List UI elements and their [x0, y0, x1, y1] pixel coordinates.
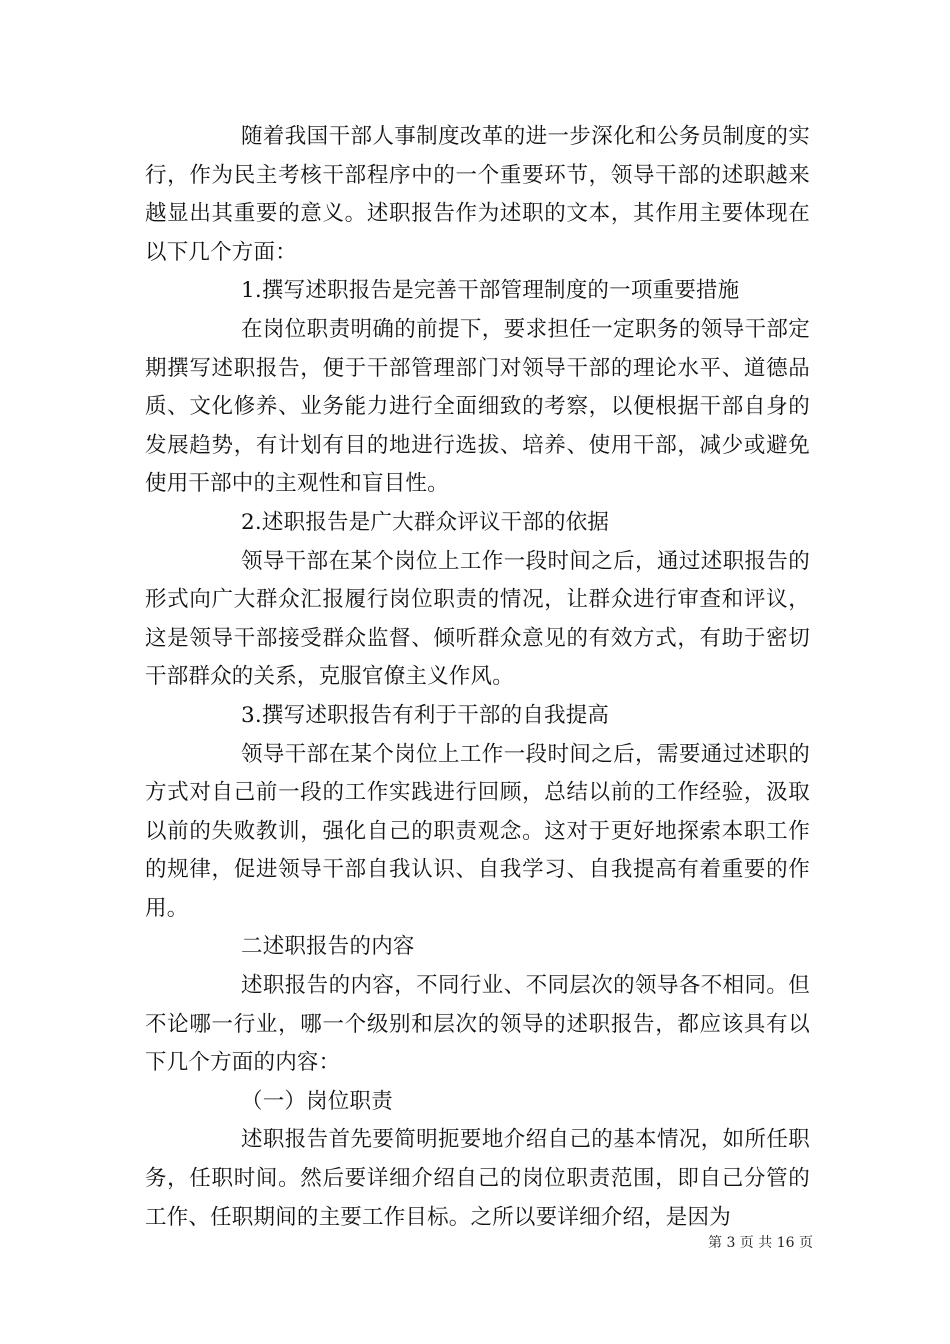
paragraph-job-duties: 述职报告首先要简明扼要地介绍自己的基本情况，如所任职务，任职时间。然后要详细介绍自己的岗位职责范围，即自己分管的工作、任职期间的主要工作目标。之所以要详细介绍，是因为 [145, 1127, 810, 1230]
document-body [145, 118, 810, 1237]
paragraph-point-2: 领导干部在某个岗位上工作一段时间之后，通过述职报告的形式向广大群众汇报履行岗位职责的情况，让群众进行审查和评议，这是领导干部接受群众监督、倾听群众意见的有效方式，有助于密切干部群众的关系，克服官僚主义作风。 [145, 548, 810, 690]
heading-point-1: 1.撰写述职报告是完善干部管理制度的一项重要措施 [241, 278, 740, 304]
paragraph-point-3: 领导干部在某个岗位上工作一段时间之后，需要通过述职的方式对自己前一段的工作实践进行回顾，总结以前的工作经验，汲取以前的失败教训，强化自己的职责观念。这对于更好地探索本职工作的规律，促进领导干部自我认识、自我学习、自我提高有着重要的作用。 [145, 741, 810, 921]
page-number: 第 3 页 共 16 页 [708, 1235, 813, 1251]
paragraph-point-1: 在岗位职责明确的前提下，要求担任一定职务的领导干部定期撰写述职报告，便于干部管理部门对领导干部的理论水平、道德品质、文化修养、业务能力进行全面细致的考察，以便根据干部自身的发展趋势，有计划有目的地进行选拔、培养、使用干部，减少或避免使用干部中的主观性和盲目性。 [145, 316, 810, 497]
paragraph-intro: 随着我国干部人事制度改革的进一步深化和公务员制度的实行，作为民主考核干部程序中的一个重要环节，领导干部的述职越来越显出其重要的意义。述职报告作为述职的文本，其作用主要体现在以下几个方面： [145, 124, 810, 265]
section-heading-content: 二述职报告的内容 [241, 934, 415, 960]
heading-point-2: 2.述职报告是广大群众评议干部的依据 [241, 509, 610, 535]
heading-point-3: 3.撰写述职报告有利于干部的自我提高 [241, 702, 610, 728]
subheading-job-duties: （一）岗位职责 [241, 1088, 393, 1114]
paragraph-content-intro: 述职报告的内容，不同行业、不同层次的领导各不相同。但不论哪一行业，哪一个级别和层次的领导的述职报告，都应该具有以下几个方面的内容： [145, 973, 810, 1076]
